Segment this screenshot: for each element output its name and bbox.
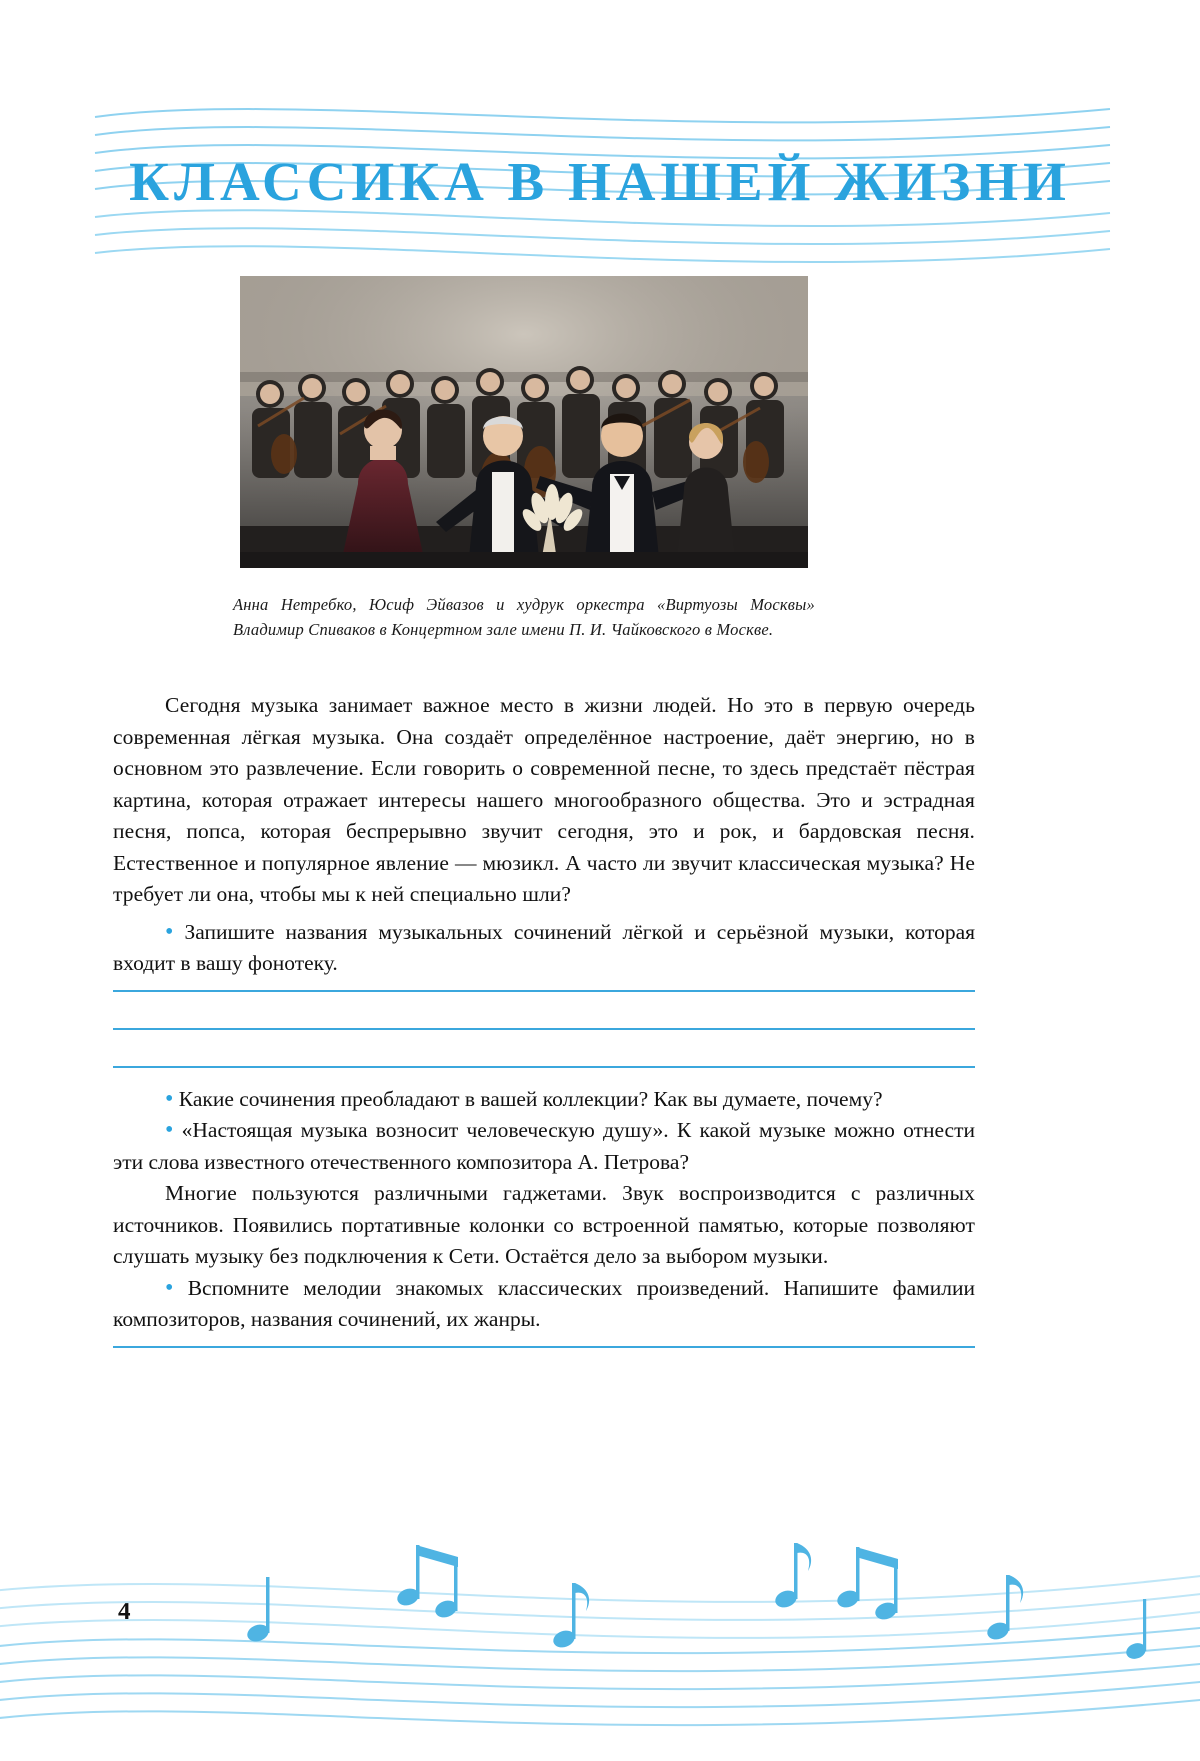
task-4 (113, 1273, 975, 1336)
task-1 (113, 917, 975, 980)
paragraph-2: Многие пользуются различными гаджетами. Звук воспроизводится с различных источников. Появились портативные колонки со встроенной памятью, которые позволяют слушать музыку без подключения к Сети. Остаётся дело за выбором музыки. (113, 1181, 975, 1268)
answer-line-4[interactable] (113, 1346, 975, 1348)
bullet-icon: • (165, 1117, 174, 1143)
task-3-text: «Настоящая музыка возносит человеческую душу». К какой музыке можно отнести эти слова известного отечественного композитора А. Петрова? (113, 1118, 976, 1174)
photo-caption: Анна Нетребко, Юсиф Эйвазов и худрук оркестра «Виртуозы Москвы» Владимир Спиваков в Концертном зале имени П. И. Чайковского в Москве. (233, 595, 815, 639)
task-2 (113, 1084, 975, 1116)
page-number: 4 (118, 1598, 131, 1625)
bullet-icon: • (165, 1274, 174, 1301)
bullet-icon: • (165, 1085, 174, 1112)
article-body (113, 690, 975, 1348)
page-title: КЛАССИКА В НАШЕЙ ЖИЗНИ (129, 151, 1071, 212)
task-2-text: Какие сочинения преобладают в вашей коллекции? Как вы думаете, почему? (178, 1086, 883, 1111)
task-4-text: Вспомните мелодии знакомых классических произведений. Напишите фамилии композиторов, названия сочинений, их жанры. (113, 1275, 975, 1331)
bullet-icon: • (165, 918, 174, 945)
paragraph-1: Сегодня музыка занимает важное место в жизни людей. Но это в первую очередь современная лёгкая музыка. Она создаёт определённое настроение, даёт энергию, но в основном это развлечение. Если говорить о современной песне, то здесь предстаёт пёстрая картина, которая отражает интересы нашего многообразного общества. Это и эстрадная песня, попса, которая беспрерывно звучит сегодня, это и рок, и бардовская песня. Естественное и популярное явление — мюзикл. А часто ли звучит классическая музыка? Не требует ли она, чтобы мы к ней специально шли? (113, 693, 975, 906)
task-1-text: Запишите названия музыкальных сочинений лёгкой и серьёзной музыки, которая входит в вашу фонотеку. (113, 919, 976, 975)
bottom-staff-decoration (0, 1531, 1200, 1761)
concert-photo (240, 276, 808, 568)
task-3 (113, 1115, 975, 1178)
